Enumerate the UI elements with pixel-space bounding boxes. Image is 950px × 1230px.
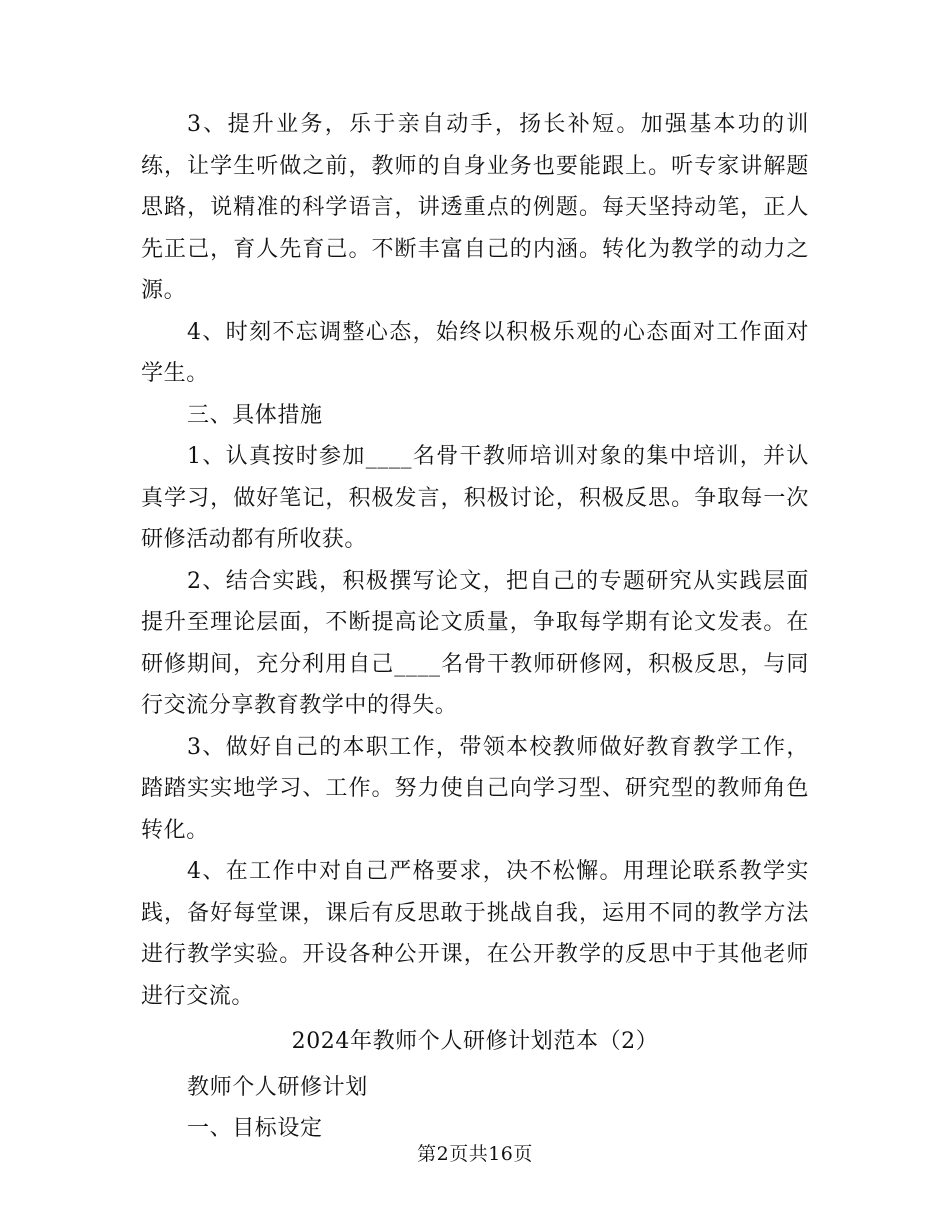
document-section-title: 2024年教师个人研修计划范本（2） [291,1029,659,1054]
paragraph-training: 1、认真按时参加____名骨干教师培训对象的集中培训，并认真学习，做好笔记，积极发言，积极讨论，积极反思。争取每一次研修活动都有所收获。 [141,444,809,552]
paragraph-mindset: 4、时刻不忘调整心态，始终以积极乐观的心态面对工作面对学生。 [141,319,809,386]
paragraph-business-improvement: 3、提升业务，乐于亲自动手，扬长补短。加强基本功的训练，让学生听做之前，教师的自身业务也要能跟上。听专家讲解题思路，说精准的科学语言，讲透重点的例题。每天坚持动笔，正人先正己，育人先育己。不断丰富自己的内涵。转化为教学的动力之源。 [141,112,809,303]
document-body [141,104,809,1150]
section-heading-goals: 一、目标设定 [187,1116,323,1141]
section-heading-measures: 三、具体措施 [187,402,323,428]
paragraph-requirements: 4、在工作中对自己严格要求，决不松懈。用理论联系教学实践，备好每堂课，课后有反思敢于挑战自我，运用不同的教学方法进行教学实验。开设各种公开课，在公开教学的反思中于其他老师进行交流。 [141,859,809,1009]
paragraph-duties: 3、做好自己的本职工作，带领本校教师做好教育教学工作，踏踏实实地学习、工作。努力使自己向学习型、研究型的教师角色转化。 [141,734,809,843]
page-number-footer: 第2页共16页 [417,1143,533,1165]
subtitle-plan: 教师个人研修计划 [187,1074,368,1100]
paragraph-papers: 2、结合实践，积极撰写论文，把自己的专题研究从实践层面提升至理论层面，不断提高论文质量，争取每学期有论文发表。在研修期间，充分利用自己____名骨干教师研修网，积极反思，与同行交流分享教育教学中的得失。 [141,568,809,718]
